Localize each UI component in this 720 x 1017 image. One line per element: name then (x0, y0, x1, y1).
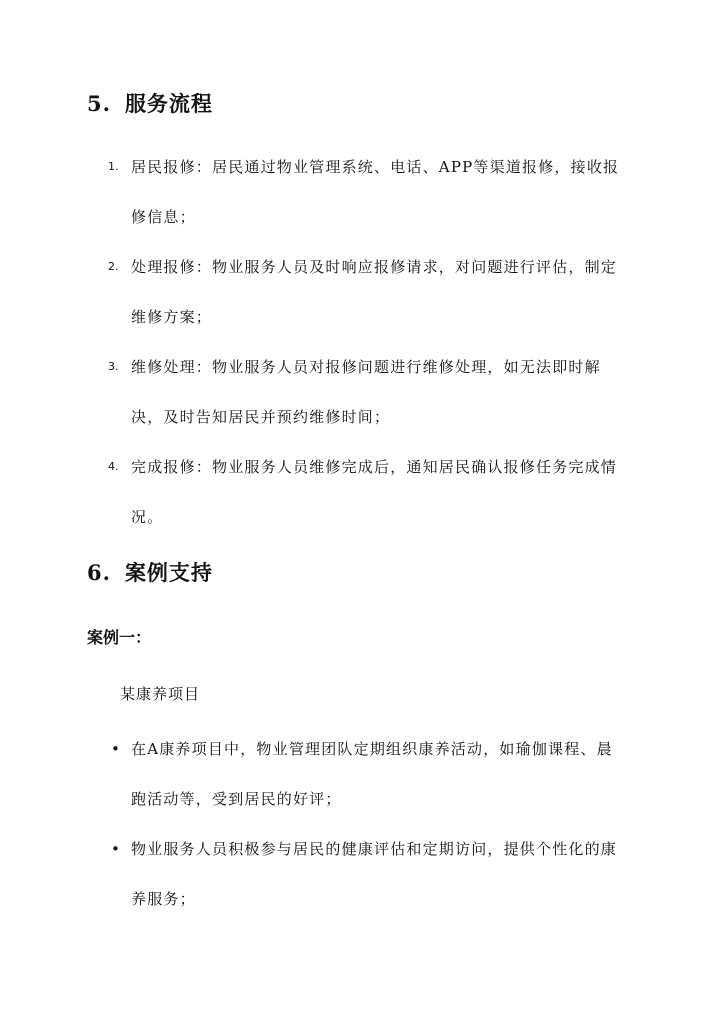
section-6-title: 案例支持 (124, 560, 213, 585)
case-title: 案例一： (87, 628, 152, 647)
step-4 (108, 442, 628, 542)
bullet-2-marker: • (111, 840, 120, 858)
case-bullet-1 (108, 724, 628, 824)
case-bullet-2 (108, 824, 628, 924)
step-1-text: 居民报修：居民通过物业管理系统、电话、APP等渠道报修，接收报修信息； (131, 158, 620, 226)
step-2 (108, 242, 628, 342)
step-2-marker: 2. (108, 260, 119, 273)
section-5-number: 5. (87, 91, 111, 116)
step-2-text: 处理报修：物业服务人员及时响应报修请求，对问题进行评估，制定维修方案； (131, 258, 618, 326)
step-3 (108, 342, 628, 442)
step-4-text: 完成报修：物业服务人员维修完成后，通知居民确认报修任务完成情况。 (131, 458, 618, 526)
section-5-title: 服务流程 (124, 91, 213, 116)
step-3-marker: 3. (108, 360, 119, 373)
section-6-heading (87, 557, 213, 587)
step-1 (108, 142, 628, 242)
section-5-heading (87, 88, 213, 118)
bullet-1-marker: • (111, 740, 120, 758)
bullet-1-text: 在A康养项目中，物业管理团队定期组织康养活动，如瑜伽课程、晨跑活动等，受到居民的好评； (131, 740, 613, 808)
step-3-text: 维修处理：物业服务人员对报修问题进行维修处理，如无法即时解决，及时告知居民并预约维修时间； (131, 358, 601, 426)
section-6-number: 6. (87, 560, 111, 585)
step-4-marker: 4. (108, 460, 119, 473)
step-1-marker: 1. (108, 160, 119, 173)
project-name: 某康养项目 (120, 685, 201, 703)
bullet-2-text: 物业服务人员积极参与居民的健康评估和定期访问，提供个性化的康养服务； (131, 840, 618, 908)
